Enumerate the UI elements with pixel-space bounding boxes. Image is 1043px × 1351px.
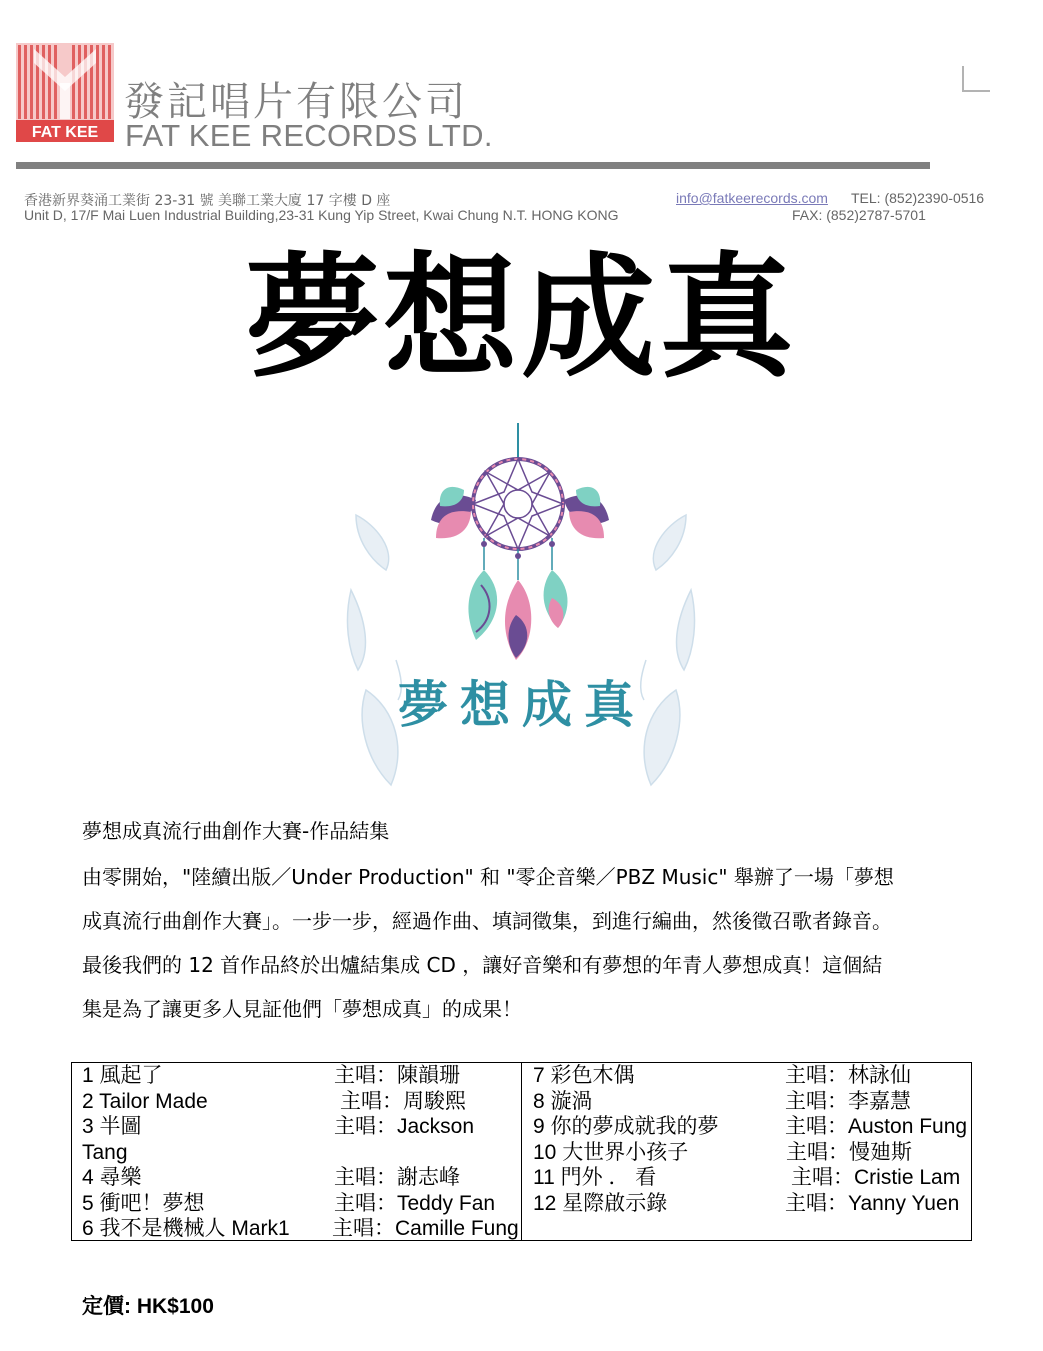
track-title: 4 尋樂 (82, 1166, 142, 1189)
intro-line: 最後我們的 12 首作品終於出爐結集成 CD ，讓好音樂和有夢想的年青人夢想成真！這個結 (82, 953, 883, 977)
track-singer: 主唱：Teddy Fan (334, 1191, 496, 1215)
header-divider (16, 162, 930, 169)
section-subtitle: 夢想成真流行曲創作大賽-作品結集 (82, 819, 390, 843)
track-title: 12 星際啟示錄 (533, 1191, 668, 1215)
side-feathers (431, 487, 609, 538)
track-singer: 主唱：慢廸斯 (786, 1140, 912, 1164)
logo-text: FAT KEE (31, 124, 99, 141)
intro-paragraph (82, 855, 962, 1031)
track-title: 7 彩色木偶 (533, 1064, 635, 1087)
track-title: 6 我不是機械人 Mark1 (82, 1217, 290, 1240)
track-title: 2 Tailor Made (82, 1089, 208, 1113)
intro-line: 集是為了讓更多人見証他們「夢想成真」的成果！ (82, 997, 522, 1021)
track-singer: 主唱：Yanny Yuen (785, 1191, 960, 1215)
track-title: 8 漩渦 (533, 1089, 593, 1113)
track-singer: 主唱：謝志峰 (334, 1166, 460, 1189)
track-singer: 主唱：周駿熙 (340, 1089, 466, 1113)
address-en: Unit D, 17/F Mai Luen Industrial Building,23-31 Kung Yip Street, Kwai Chung N.T. HONG KONG (24, 207, 619, 223)
page-corner-mark (962, 66, 990, 92)
track-title: 5 衝吧！夢想 (82, 1191, 205, 1215)
company-name-en: FAT KEE RECORDS LTD. (125, 118, 493, 153)
email-link[interactable]: info@fatkeerecords.com (676, 190, 828, 206)
page-title: 夢想成真 (245, 240, 798, 396)
track-singer: 主唱：Camille Fung (332, 1217, 519, 1240)
price: 定價: HK$100 (82, 1295, 214, 1318)
track-singer: 主唱：Auston Fung (785, 1115, 968, 1138)
track-table-divider (521, 1062, 522, 1241)
fat-kee-logo (16, 43, 114, 142)
track-singer: 主唱：林詠仙 (785, 1064, 911, 1087)
artwork-caption: 夢想成真 (398, 676, 646, 734)
track-singer: 主唱：Jackson (334, 1115, 475, 1138)
track-singer: 主唱：李嘉慧 (785, 1089, 911, 1113)
album-artwork (336, 420, 708, 790)
track-title: 3 半圖 (82, 1115, 142, 1138)
address-cn: 香港新界葵涌工業街 23-31 號 美聯工業大廈 17 字樓 D 座 (24, 193, 391, 209)
hanging-feathers (468, 570, 567, 660)
track-title: 10 大世界小孩子 (533, 1140, 689, 1164)
track-title: 11 門外 ． 看 (533, 1166, 657, 1189)
track-title: 1 風起了 (82, 1064, 163, 1087)
track-title: 9 你的夢成就我的夢 (533, 1115, 719, 1138)
intro-line: 成真流行曲創作大賽」。一步一步，經過作曲、填詞徵集，到進行編曲，然後徵召歌者錄音。 (82, 909, 892, 933)
track-title: Tang (82, 1140, 128, 1164)
fax: FAX: (852)2787-5701 (792, 207, 926, 223)
company-name-cn: 發記唱片有限公司 (124, 79, 468, 125)
telephone: TEL: (852)2390-0516 (851, 190, 985, 206)
track-singer: 主唱：陳韻珊 (334, 1064, 460, 1087)
intro-line: 由零開始，"陸續出版／Under Production" 和 "零企音樂／PBZ Music" 舉辦了一場「夢想 (82, 865, 894, 889)
track-singer: 主唱：Cristie Lam (791, 1166, 961, 1189)
